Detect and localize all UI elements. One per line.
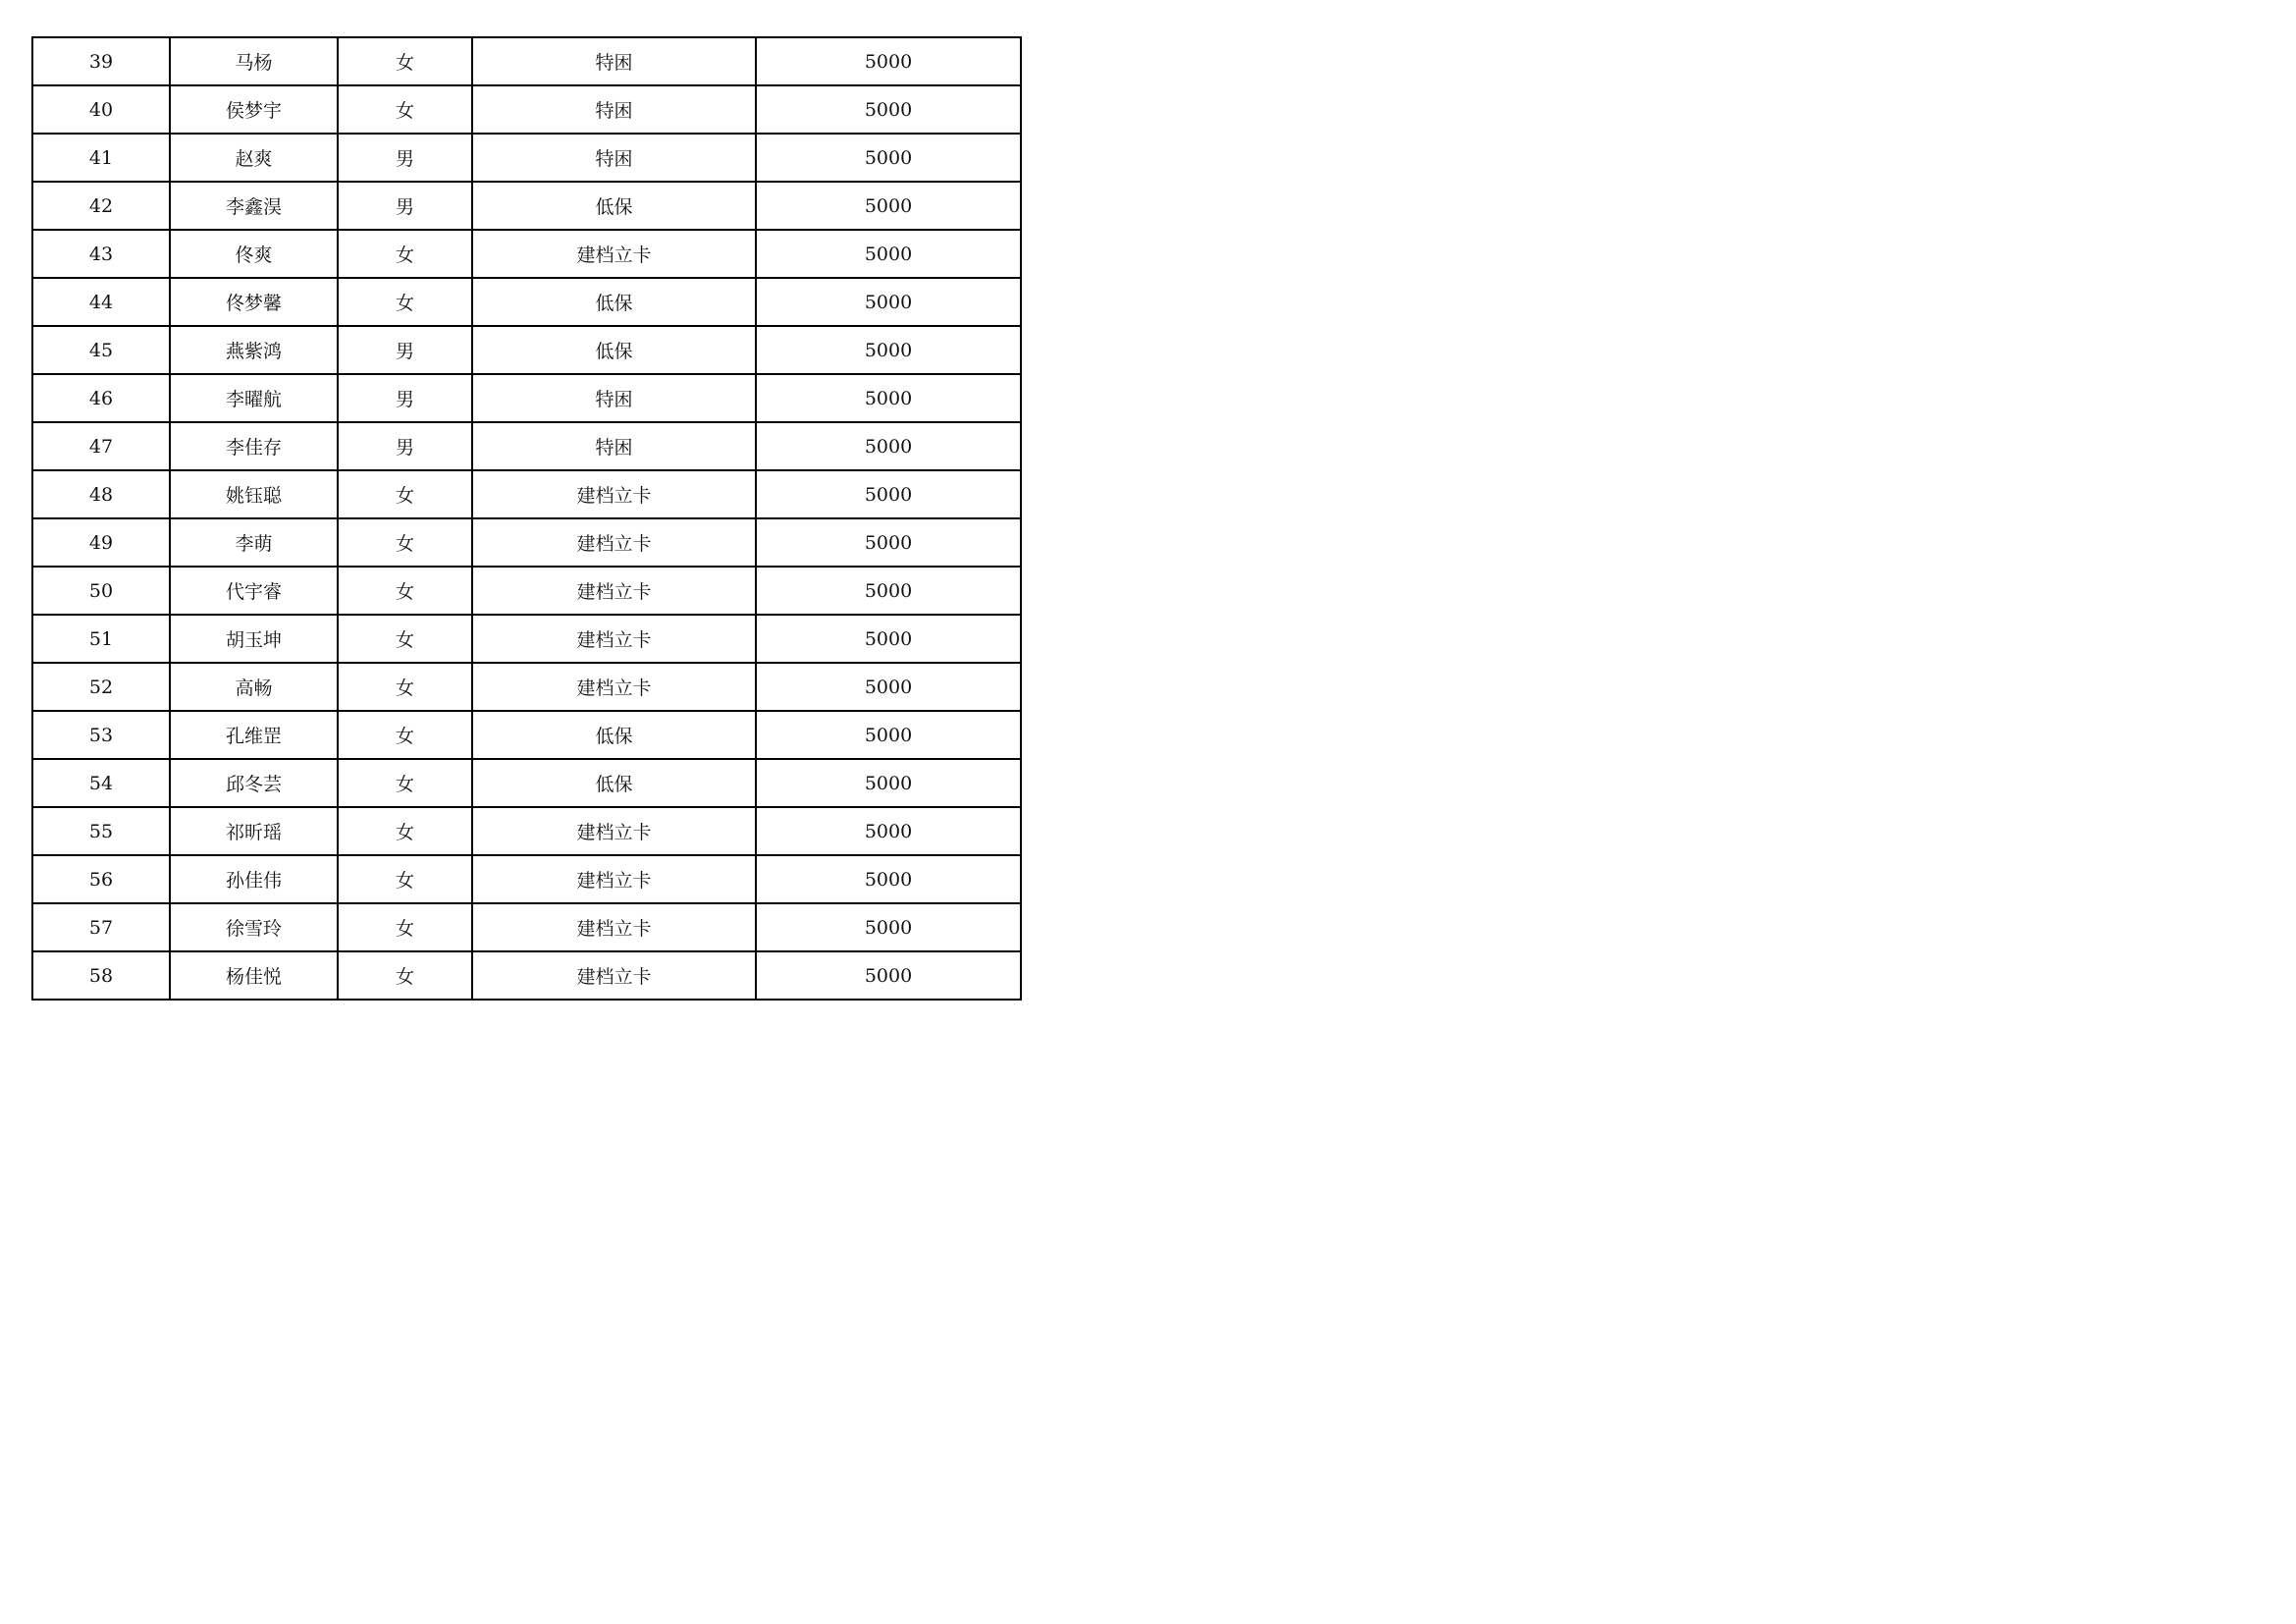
index-cell: 41 — [32, 134, 170, 182]
category-cell: 建档立卡 — [472, 903, 756, 951]
table-row — [32, 374, 1021, 422]
gender-cell: 女 — [338, 951, 472, 1000]
category-cell: 建档立卡 — [472, 855, 756, 903]
gender-cell: 女 — [338, 663, 472, 711]
name-cell: 李萌 — [170, 518, 338, 567]
gender-cell: 男 — [338, 182, 472, 230]
gender-cell: 女 — [338, 85, 472, 134]
index-cell: 47 — [32, 422, 170, 470]
index-cell: 44 — [32, 278, 170, 326]
gender-cell: 男 — [338, 134, 472, 182]
gender-cell: 女 — [338, 278, 472, 326]
category-cell: 建档立卡 — [472, 230, 756, 278]
amount-cell: 5000 — [756, 759, 1021, 807]
table-row — [32, 567, 1021, 615]
gender-cell: 女 — [338, 37, 472, 85]
amount-cell: 5000 — [756, 903, 1021, 951]
index-cell: 50 — [32, 567, 170, 615]
amount-cell: 5000 — [756, 567, 1021, 615]
amount-cell: 5000 — [756, 518, 1021, 567]
gender-cell: 女 — [338, 470, 472, 518]
table-row — [32, 422, 1021, 470]
index-cell: 56 — [32, 855, 170, 903]
amount-cell: 5000 — [756, 615, 1021, 663]
index-cell: 51 — [32, 615, 170, 663]
amount-cell: 5000 — [756, 855, 1021, 903]
name-cell: 孙佳伟 — [170, 855, 338, 903]
name-cell: 孔维罡 — [170, 711, 338, 759]
amount-cell: 5000 — [756, 470, 1021, 518]
category-cell: 低保 — [472, 278, 756, 326]
gender-cell: 男 — [338, 374, 472, 422]
index-cell: 53 — [32, 711, 170, 759]
amount-cell: 5000 — [756, 711, 1021, 759]
category-cell: 特困 — [472, 374, 756, 422]
table-row — [32, 903, 1021, 951]
gender-cell: 女 — [338, 855, 472, 903]
gender-cell: 男 — [338, 326, 472, 374]
amount-cell: 5000 — [756, 807, 1021, 855]
gender-cell: 女 — [338, 759, 472, 807]
gender-cell: 男 — [338, 422, 472, 470]
category-cell: 建档立卡 — [472, 951, 756, 1000]
name-cell: 徐雪玲 — [170, 903, 338, 951]
gender-cell: 女 — [338, 567, 472, 615]
name-cell: 杨佳悦 — [170, 951, 338, 1000]
table-row — [32, 230, 1021, 278]
category-cell: 建档立卡 — [472, 615, 756, 663]
index-cell: 49 — [32, 518, 170, 567]
index-cell: 40 — [32, 85, 170, 134]
table-row — [32, 807, 1021, 855]
index-cell: 58 — [32, 951, 170, 1000]
category-cell: 建档立卡 — [472, 807, 756, 855]
table-row — [32, 278, 1021, 326]
table-row — [32, 855, 1021, 903]
name-cell: 李曜航 — [170, 374, 338, 422]
name-cell: 佟爽 — [170, 230, 338, 278]
category-cell: 低保 — [472, 759, 756, 807]
category-cell: 建档立卡 — [472, 567, 756, 615]
amount-cell: 5000 — [756, 951, 1021, 1000]
roster-table — [31, 36, 1022, 1001]
index-cell: 43 — [32, 230, 170, 278]
index-cell: 42 — [32, 182, 170, 230]
table-row — [32, 37, 1021, 85]
amount-cell: 5000 — [756, 182, 1021, 230]
amount-cell: 5000 — [756, 85, 1021, 134]
gender-cell: 女 — [338, 903, 472, 951]
name-cell: 祁昕瑶 — [170, 807, 338, 855]
roster-table-body — [32, 37, 1021, 1000]
gender-cell: 女 — [338, 518, 472, 567]
amount-cell: 5000 — [756, 422, 1021, 470]
name-cell: 李鑫淏 — [170, 182, 338, 230]
index-cell: 39 — [32, 37, 170, 85]
index-cell: 45 — [32, 326, 170, 374]
amount-cell: 5000 — [756, 230, 1021, 278]
table-row — [32, 470, 1021, 518]
table-row — [32, 711, 1021, 759]
gender-cell: 女 — [338, 230, 472, 278]
category-cell: 特困 — [472, 37, 756, 85]
index-cell: 48 — [32, 470, 170, 518]
table-row — [32, 326, 1021, 374]
gender-cell: 女 — [338, 711, 472, 759]
amount-cell: 5000 — [756, 326, 1021, 374]
amount-cell: 5000 — [756, 663, 1021, 711]
category-cell: 建档立卡 — [472, 470, 756, 518]
name-cell: 高畅 — [170, 663, 338, 711]
category-cell: 低保 — [472, 711, 756, 759]
name-cell: 姚钰聪 — [170, 470, 338, 518]
amount-cell: 5000 — [756, 134, 1021, 182]
amount-cell: 5000 — [756, 374, 1021, 422]
category-cell: 特困 — [472, 422, 756, 470]
name-cell: 代宇睿 — [170, 567, 338, 615]
table-row — [32, 85, 1021, 134]
category-cell: 特困 — [472, 134, 756, 182]
gender-cell: 女 — [338, 615, 472, 663]
table-row — [32, 518, 1021, 567]
name-cell: 燕紫鸿 — [170, 326, 338, 374]
name-cell: 胡玉坤 — [170, 615, 338, 663]
gender-cell: 女 — [338, 807, 472, 855]
table-row — [32, 182, 1021, 230]
table-row — [32, 759, 1021, 807]
name-cell: 李佳存 — [170, 422, 338, 470]
category-cell: 建档立卡 — [472, 663, 756, 711]
amount-cell: 5000 — [756, 37, 1021, 85]
name-cell: 佟梦馨 — [170, 278, 338, 326]
index-cell: 55 — [32, 807, 170, 855]
index-cell: 46 — [32, 374, 170, 422]
category-cell: 建档立卡 — [472, 518, 756, 567]
amount-cell: 5000 — [756, 278, 1021, 326]
index-cell: 57 — [32, 903, 170, 951]
table-row — [32, 951, 1021, 1000]
table-row — [32, 134, 1021, 182]
name-cell: 邱冬芸 — [170, 759, 338, 807]
index-cell: 52 — [32, 663, 170, 711]
name-cell: 侯梦宇 — [170, 85, 338, 134]
name-cell: 马杨 — [170, 37, 338, 85]
category-cell: 特困 — [472, 85, 756, 134]
category-cell: 低保 — [472, 326, 756, 374]
table-row — [32, 615, 1021, 663]
category-cell: 低保 — [472, 182, 756, 230]
name-cell: 赵爽 — [170, 134, 338, 182]
index-cell: 54 — [32, 759, 170, 807]
table-row — [32, 663, 1021, 711]
